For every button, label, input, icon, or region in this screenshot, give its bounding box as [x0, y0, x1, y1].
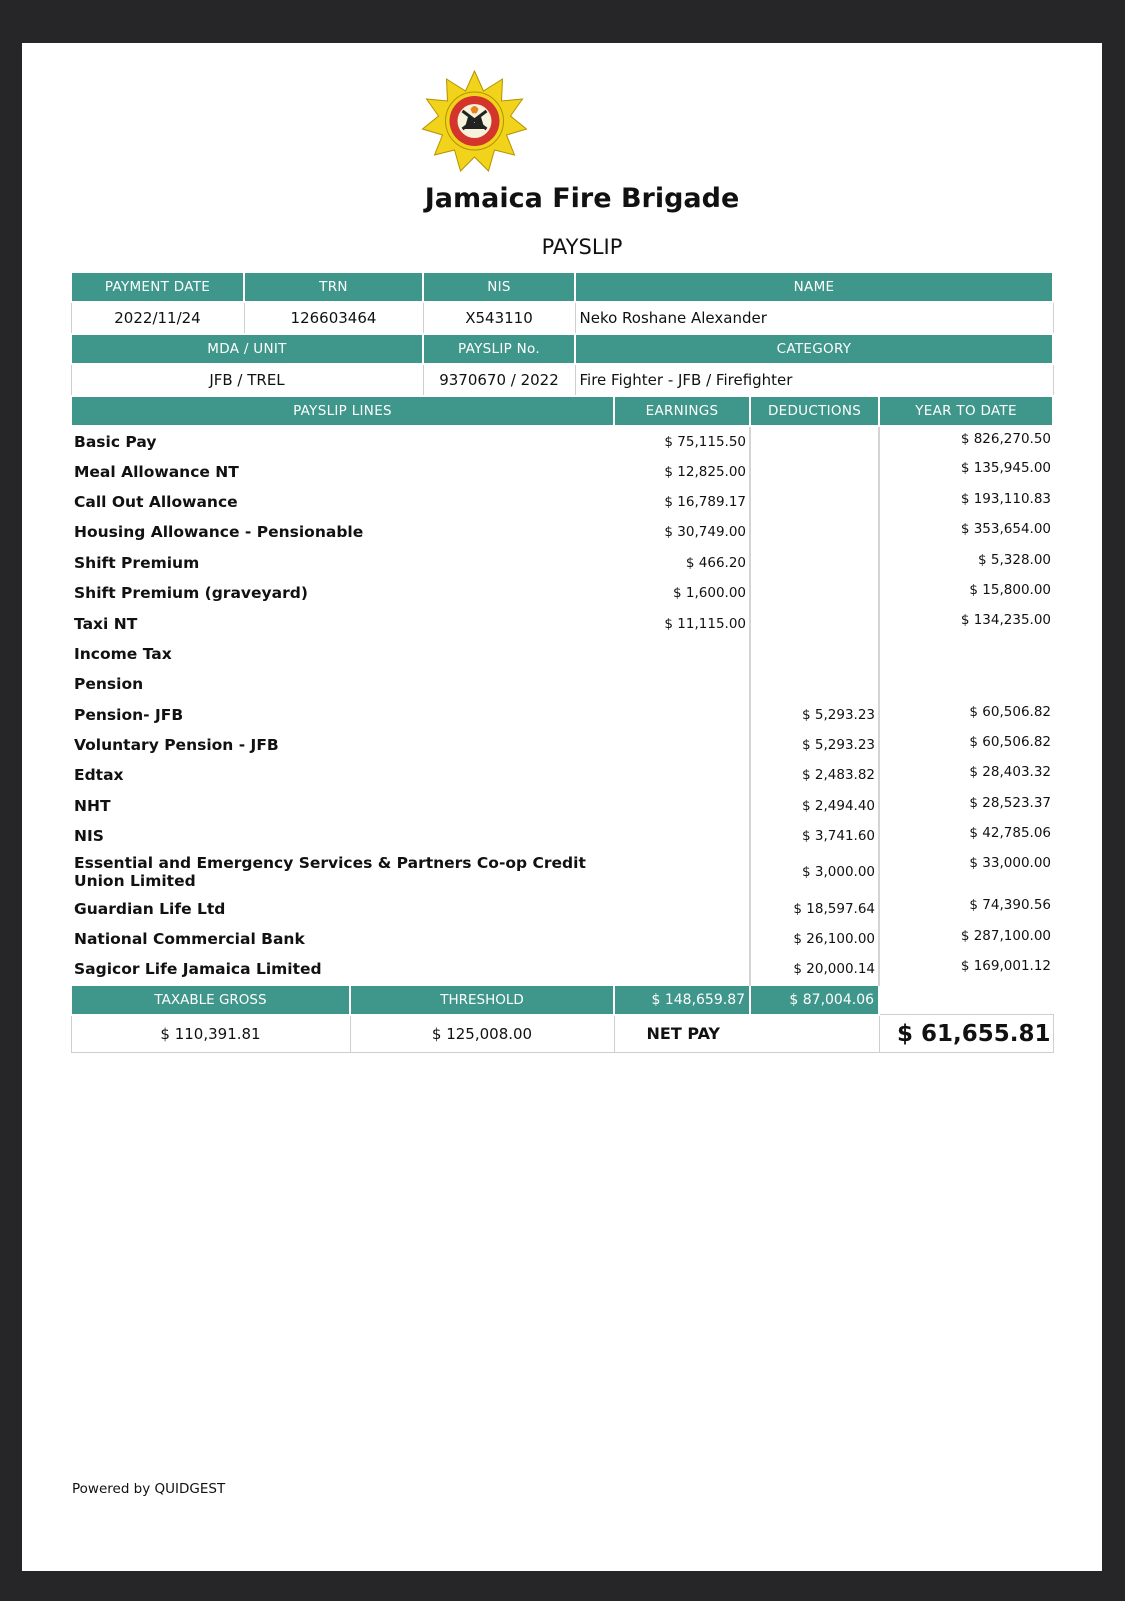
line-label: Voluntary Pension - JFB [74, 736, 279, 755]
line-label: Basic Pay [74, 432, 157, 451]
table-row [71, 578, 1053, 608]
line-earnings: $ 466.20 [614, 548, 750, 578]
payslip-no-header: PAYSLIP No. [423, 334, 575, 364]
payslip-lines-header: PAYSLIP LINES [71, 396, 614, 426]
document-title: PAYSLIP [541, 235, 623, 259]
line-earnings: $ 75,115.50 [614, 426, 750, 456]
year-to-date-header: YEAR TO DATE [879, 396, 1053, 426]
line-year-to-date: $ 60,506.82 [969, 733, 1052, 750]
line-deductions [750, 426, 879, 456]
payslip-page [22, 43, 1102, 1571]
table-row [71, 639, 1053, 669]
line-earnings: $ 12,825.00 [614, 456, 750, 486]
name-value: Neko Roshane Alexander [575, 302, 1053, 333]
line-label: Meal Allowance NT [74, 462, 239, 481]
table-row [71, 760, 1053, 790]
line-label: National Commercial Bank [74, 930, 305, 949]
line-label: Housing Allowance - Pensionable [74, 523, 364, 542]
line-year-to-date: $ 193,110.83 [960, 490, 1052, 507]
category-value: Fire Fighter - JFB / Firefighter [575, 364, 1053, 395]
line-earnings: $ 16,789.17 [614, 487, 750, 517]
line-earnings [614, 791, 750, 821]
line-year-to-date: $ 169,001.12 [960, 958, 1052, 975]
line-year-to-date: $ 60,506.82 [969, 703, 1052, 720]
employee-info-table [70, 271, 1054, 334]
table-row [71, 851, 1053, 893]
line-deductions [750, 608, 879, 638]
payslip-lines-table [70, 395, 1054, 1053]
line-deductions [750, 548, 879, 578]
line-earnings: $ 30,749.00 [614, 517, 750, 547]
line-label: Shift Premium [74, 553, 200, 572]
line-deductions: $ 5,293.23 [750, 730, 879, 760]
line-label: Call Out Allowance [74, 492, 238, 511]
nis-header: NIS [423, 272, 575, 302]
organization-title: Jamaica Fire Brigade [424, 183, 740, 214]
table-row [71, 924, 1053, 954]
deductions-header: DEDUCTIONS [750, 396, 879, 426]
line-year-to-date: $ 353,654.00 [960, 521, 1052, 538]
line-deductions: $ 26,100.00 [750, 924, 879, 954]
powered-by-footer: Powered by QUIDGEST [72, 1481, 226, 1497]
line-deductions [750, 456, 879, 486]
line-year-to-date: $ 15,800.00 [969, 581, 1052, 598]
line-label: Guardian Life Ltd [74, 899, 226, 918]
line-year-to-date: $ 135,945.00 [960, 460, 1052, 477]
line-earnings: $ 11,115.00 [614, 608, 750, 638]
table-row [71, 730, 1053, 760]
table-row [71, 426, 1053, 456]
table-row [71, 791, 1053, 821]
line-label: NHT [74, 796, 111, 815]
payment-date-value: 2022/11/24 [71, 302, 244, 333]
line-earnings [614, 821, 750, 851]
line-deductions [750, 517, 879, 547]
line-earnings [614, 851, 750, 893]
line-year-to-date: $ 28,403.32 [969, 764, 1052, 781]
line-deductions: $ 18,597.64 [750, 893, 879, 923]
line-label: Pension [74, 675, 144, 694]
payslip-no-value: 9370670 / 2022 [423, 364, 575, 395]
line-year-to-date: $ 33,000.00 [969, 855, 1052, 872]
threshold-header: THRESHOLD [350, 985, 614, 1015]
line-year-to-date: $ 42,785.06 [969, 825, 1052, 842]
total-earnings: $ 148,659.87 [614, 985, 750, 1015]
line-label: Pension- JFB [74, 705, 184, 724]
line-deductions [750, 669, 879, 699]
line-year-to-date [879, 639, 1053, 669]
line-earnings [614, 924, 750, 954]
table-row [71, 700, 1053, 730]
line-deductions: $ 3,741.60 [750, 821, 879, 851]
line-label: Edtax [74, 766, 124, 785]
threshold-value: $ 125,008.00 [350, 1015, 614, 1053]
taxable-gross-header: TAXABLE GROSS [71, 985, 350, 1015]
line-year-to-date [879, 669, 1053, 699]
totals-blank-cell [879, 985, 1053, 1015]
line-label: NIS [74, 827, 104, 846]
line-deductions [750, 639, 879, 669]
payment-date-header: PAYMENT DATE [71, 272, 244, 302]
trn-value: 126603464 [244, 302, 423, 333]
line-deductions: $ 2,494.40 [750, 791, 879, 821]
table-row [71, 669, 1053, 699]
table-row [71, 893, 1053, 923]
table-row [71, 517, 1053, 547]
table-row [71, 548, 1053, 578]
line-year-to-date: $ 74,390.56 [969, 897, 1052, 914]
trn-header: TRN [244, 272, 423, 302]
name-header: NAME [575, 272, 1053, 302]
mda-unit-header: MDA / UNIT [71, 334, 423, 364]
earnings-header: EARNINGS [614, 396, 750, 426]
line-earnings [614, 760, 750, 790]
line-deductions [750, 578, 879, 608]
line-earnings [614, 730, 750, 760]
payslip-line-rows [71, 426, 1053, 985]
line-deductions: $ 20,000.14 [750, 954, 879, 984]
line-year-to-date: $ 826,270.50 [960, 431, 1052, 447]
line-deductions: $ 3,000.00 [750, 851, 879, 893]
table-row [71, 608, 1053, 638]
net-pay-label: NET PAY [614, 1015, 879, 1053]
line-earnings [614, 893, 750, 923]
total-deductions: $ 87,004.06 [750, 985, 879, 1015]
table-row [71, 456, 1053, 486]
line-deductions [750, 487, 879, 517]
line-year-to-date: $ 287,100.00 [960, 927, 1052, 944]
mda-unit-value: JFB / TREL [71, 364, 423, 395]
fire-brigade-logo [419, 70, 530, 174]
line-earnings [614, 639, 750, 669]
line-label: Taxi NT [74, 614, 138, 633]
line-deductions: $ 5,293.23 [750, 700, 879, 730]
line-label: Essential and Emergency Services & Partners Co-op Credit Union Limited [74, 854, 586, 891]
line-deductions: $ 2,483.82 [750, 760, 879, 790]
line-earnings: $ 1,600.00 [614, 578, 750, 608]
line-year-to-date: $ 28,523.37 [969, 794, 1052, 811]
line-year-to-date: $ 5,328.00 [978, 551, 1052, 568]
table-row [71, 821, 1053, 851]
line-earnings [614, 669, 750, 699]
line-label: Shift Premium (graveyard) [74, 584, 308, 603]
table-row [71, 954, 1053, 984]
line-earnings [614, 954, 750, 984]
line-year-to-date: $ 134,235.00 [960, 612, 1052, 629]
unit-info-table [70, 333, 1054, 396]
taxable-gross-value: $ 110,391.81 [71, 1015, 350, 1053]
net-pay-value: $ 61,655.81 [879, 1015, 1053, 1053]
line-earnings [614, 700, 750, 730]
nis-value: X543110 [423, 302, 575, 333]
line-label: Income Tax [74, 644, 172, 663]
line-label: Sagicor Life Jamaica Limited [74, 959, 322, 978]
table-row [71, 487, 1053, 517]
category-header: CATEGORY [575, 334, 1053, 364]
